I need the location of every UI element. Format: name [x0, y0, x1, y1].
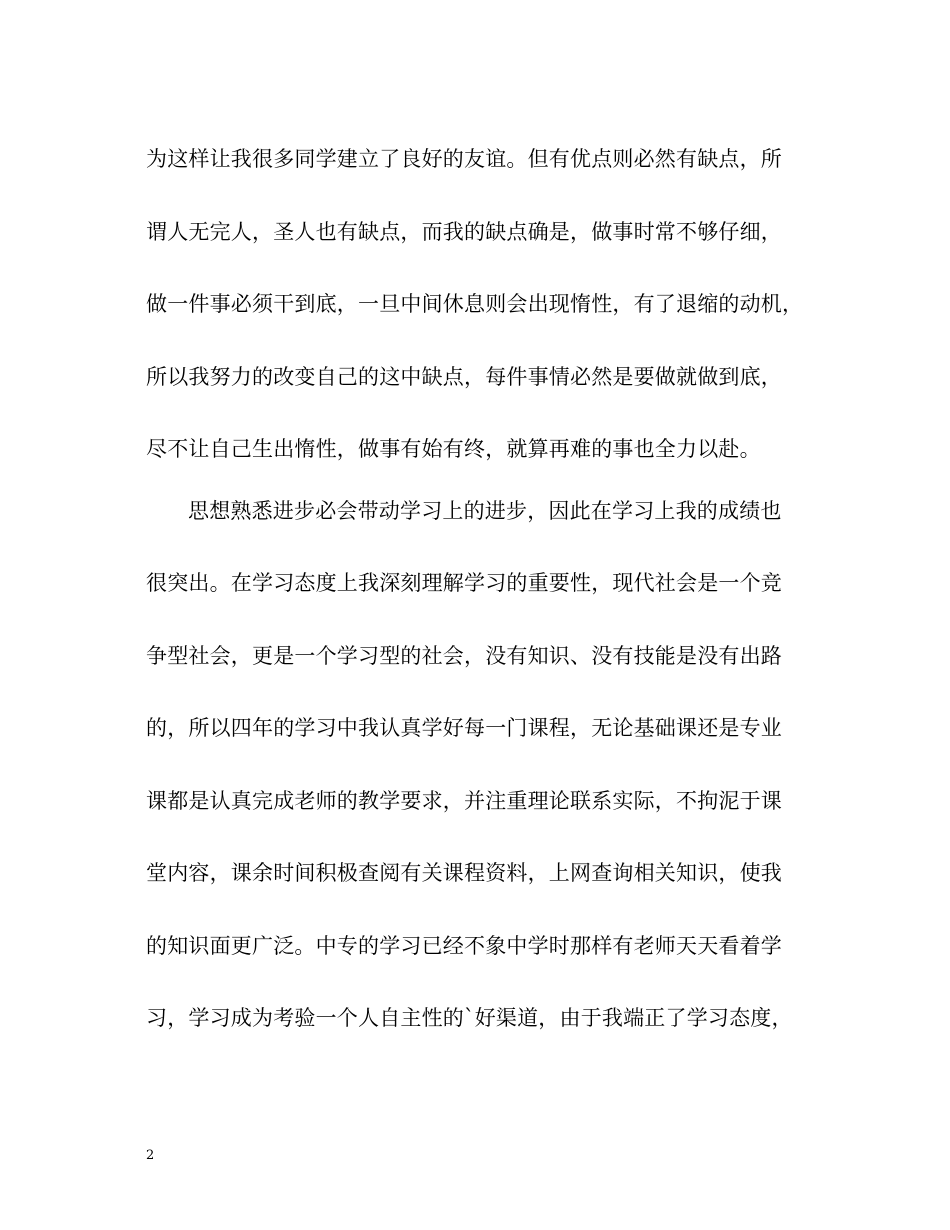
page-number: 2 — [146, 1148, 155, 1163]
text-line: 所以我努力的改变自己的这中缺点，每件事情必然是要做就做到底， — [146, 365, 782, 389]
text-line: 争型社会，更是一个学习型的社会，没有知识、没有技能是没有出路 — [146, 644, 782, 668]
text-line: 很突出。在学习态度上我深刻理解学习的重要性，现代社会是一个竞 — [146, 571, 782, 595]
text-line: 尽不让自己生出惰性，做事有始有终，就算再难的事也全力以赴。 — [146, 437, 761, 461]
text-line: 为这样让我很多同学建立了良好的友谊。但有优点则必然有缺点，所 — [146, 147, 782, 171]
text-line: 课都是认真完成老师的教学要求，并注重理论联系实际，不拘泥于课 — [146, 789, 782, 813]
text-line: 堂内容，课余时间积极查阅有关课程资料，上网查询相关知识，使我 — [146, 861, 782, 885]
paragraph-first-line: 思想熟悉进步必会带动学习上的进步，因此在学习上我的成绩也 — [188, 499, 782, 523]
text-line: 谓人无完人，圣人也有缺点，而我的缺点确是，做事时常不够仔细， — [146, 220, 782, 244]
text-line: 习，学习成为考验一个人自主性的`好渠道，由于我端正了学习态度， — [146, 1006, 793, 1030]
text-line: 的，所以四年的学习中我认真学好每一门课程，无论基础课还是专业 — [146, 716, 782, 740]
text-line: 做一件事必须干到底，一旦中间休息则会出现惰性，有了退缩的动机， — [146, 292, 804, 316]
text-line: 的知识面更广泛。中专的学习已经不象中学时那样有老师天天看着学 — [146, 934, 782, 958]
